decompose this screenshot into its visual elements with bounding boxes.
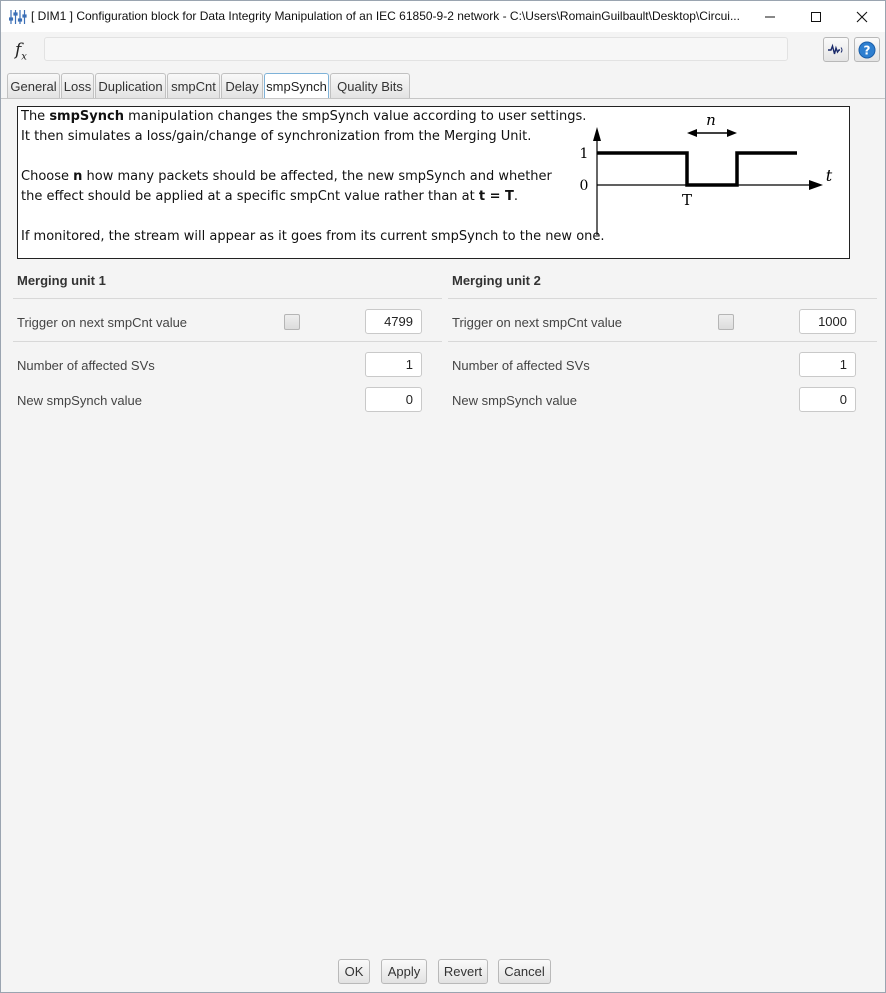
- mu2-trigger-label: Trigger on next smpCnt value: [452, 315, 623, 330]
- cancel-button[interactable]: Cancel: [498, 959, 551, 984]
- info-line-4: the effect should be applied at a specific smpCnt value rather than at t = T.: [21, 189, 519, 204]
- tab-loss[interactable]: Loss: [61, 73, 94, 98]
- tab-smpsynch[interactable]: smpSynch: [264, 73, 329, 99]
- minimize-icon: [764, 11, 776, 23]
- ok-button[interactable]: OK: [338, 959, 370, 984]
- tab-general[interactable]: General: [7, 73, 60, 98]
- tab-quality-bits[interactable]: Quality Bits: [330, 73, 410, 98]
- info-line-5: If monitored, the stream will appear as it goes from its current smpSynch to the new one.: [21, 229, 605, 244]
- y-axis-arrow: [593, 127, 601, 141]
- tab-content: [2, 99, 884, 991]
- mu1-new-smpsynch-input[interactable]: 0: [365, 387, 422, 412]
- revert-button[interactable]: Revert: [438, 959, 488, 984]
- fx-icon: $f_x$: [15, 40, 27, 63]
- divider: [13, 298, 442, 299]
- smpsynch-waveform-diagram: [573, 111, 848, 243]
- mu2-new-smpsynch-input[interactable]: 0: [799, 387, 856, 412]
- tab-smpcnt[interactable]: smpCnt: [167, 73, 220, 98]
- close-icon: [856, 11, 868, 23]
- signal-monitor-button[interactable]: [823, 37, 849, 62]
- tab-delay[interactable]: Delay: [221, 73, 263, 98]
- formula-bar: [1, 32, 885, 70]
- mu2-trigger-smpcnt-input[interactable]: 1000: [799, 309, 856, 334]
- tab-bar: [1, 72, 885, 98]
- tab-duplication[interactable]: Duplication: [95, 73, 166, 98]
- info-line-2: It then simulates a loss/gain/change of synchronization from the Merging Unit.: [21, 129, 532, 144]
- equalizer-icon: [9, 9, 27, 25]
- help-button[interactable]: [854, 37, 880, 62]
- mu1-new-smpsynch-label: New smpSynch value: [17, 393, 142, 408]
- mu2-new-smpsynch-label: New smpSynch value: [452, 393, 577, 408]
- mu1-trigger-checkbox[interactable]: [284, 314, 300, 330]
- y-low-label: 0: [579, 178, 589, 194]
- svg-text:?: ?: [863, 43, 871, 57]
- T-label: T: [681, 191, 693, 209]
- minimize-button[interactable]: [747, 1, 793, 32]
- mu1-affected-svs-input[interactable]: 1: [365, 352, 422, 377]
- n-label: n: [706, 111, 716, 129]
- y-high-label: 1: [579, 146, 589, 162]
- title-bar: [1, 1, 885, 32]
- divider: [448, 341, 877, 342]
- formula-input[interactable]: [44, 37, 788, 61]
- mu1-trigger-label: Trigger on next smpCnt value: [17, 315, 188, 330]
- signal-trace: [597, 153, 797, 185]
- help-icon: [858, 41, 876, 59]
- maximize-icon: [810, 11, 822, 23]
- maximize-button[interactable]: [793, 1, 839, 32]
- info-panel: [17, 106, 850, 259]
- mu2-trigger-checkbox[interactable]: [718, 314, 734, 330]
- merging-unit-1-title: Merging unit 1: [17, 273, 106, 288]
- mu1-affected-svs-label: Number of affected SVs: [17, 358, 155, 373]
- merging-unit-2-title: Merging unit 2: [452, 273, 541, 288]
- apply-button[interactable]: Apply: [381, 959, 427, 984]
- mu1-trigger-smpcnt-input[interactable]: 4799: [365, 309, 422, 334]
- x-axis-arrow: [809, 180, 823, 190]
- close-button[interactable]: [839, 1, 885, 32]
- info-line-3: Choose n how many packets should be affected, the new smpSynch and whether: [21, 169, 552, 184]
- mu2-affected-svs-label: Number of affected SVs: [452, 358, 590, 373]
- info-line-1: The smpSynch manipulation changes the smpSynch value according to user settings.: [21, 109, 587, 124]
- signal-monitor-icon: [827, 43, 845, 57]
- divider: [448, 298, 877, 299]
- mu2-affected-svs-input[interactable]: 1: [799, 352, 856, 377]
- divider: [13, 341, 442, 342]
- t-label: t: [825, 166, 833, 185]
- window-title: [ DIM1 ] Configuration block for Data Integrity Manipulation of an IEC 61850-9-2 network - C:\Users\RomainGuilbault\Desktop\Circui...: [31, 9, 740, 23]
